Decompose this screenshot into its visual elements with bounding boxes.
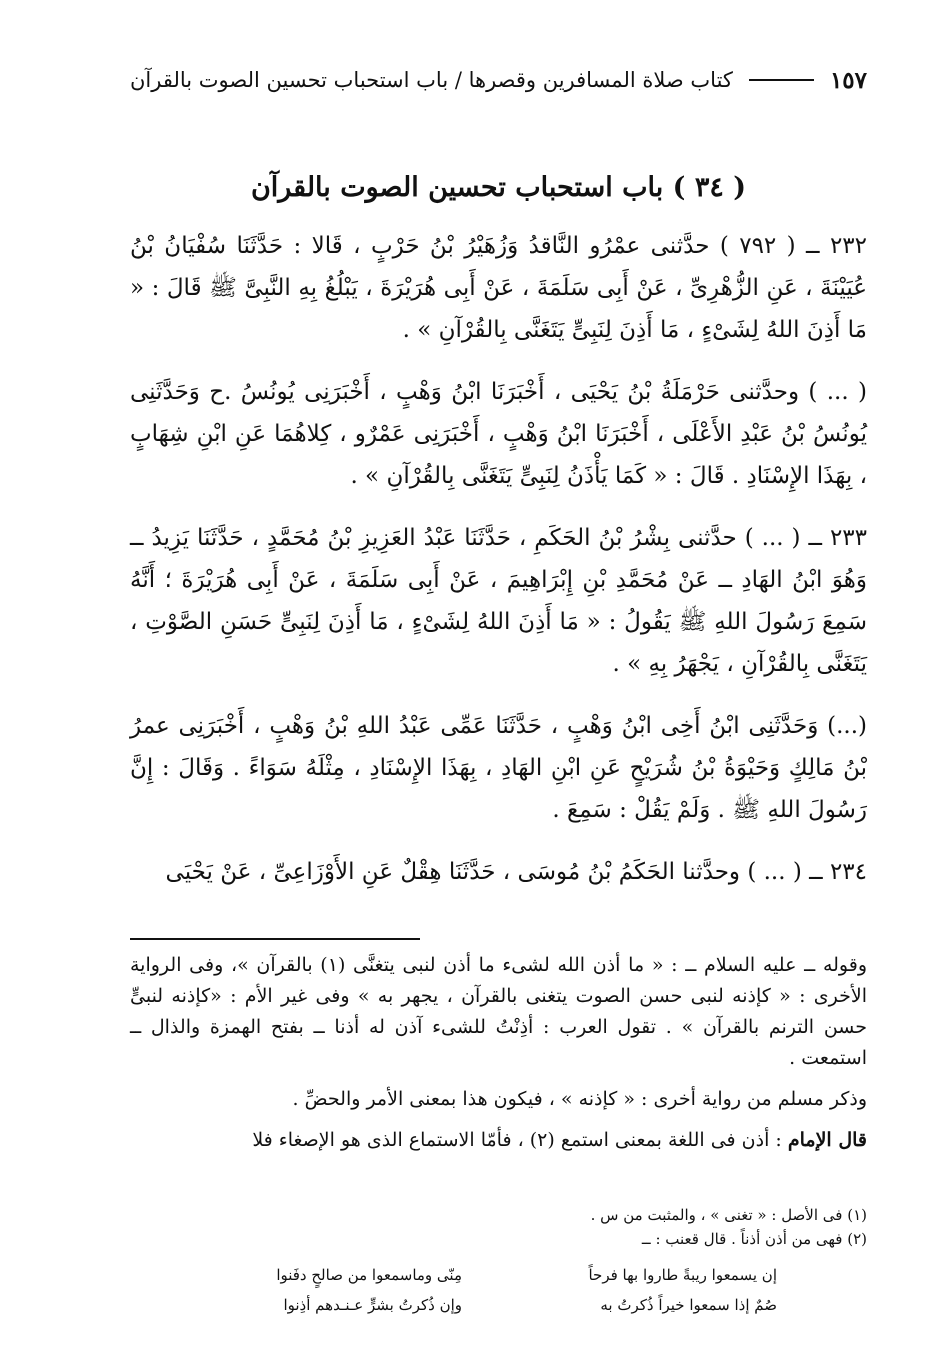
commentary-paragraph	[130, 1125, 867, 1156]
verse-hemistich: إن يسمعوا ريبةً طاروا بها فرحاً	[588, 1266, 777, 1284]
hadith-text	[130, 225, 867, 913]
hadith-paragraph: (...) وَحَدَّثَنِى ابْنُ أَخِى ابْنُ وَهْبٍ ، حَدَّثَنَا عَمِّى عَبْدُ اللهِ بْنُ وَهْبٍ ، أَخْبَرَنِى عمرُ بْنُ مَالِكٍ وَحَيْوَةُ بْنُ شُرَيْحٍ عَنِ ابْنِ الهَادِ ، بِهَذَا الإِسْنَادِ ، مِثْلَهُ سَوَاءً . وَقَالَ : إِنَّ رَسُولَ اللهِ ﷺ . وَلَمْ يَقُلْ : سَمِعَ .	[130, 713, 867, 823]
commentary-text: : أذن فى اللغة بمعنى استمع (٢) ، فأمّا الاستماع الذى هو الإصغاء فلا	[252, 1129, 782, 1151]
footnotes	[130, 1203, 867, 1317]
commentary-lead: قال الإمام	[787, 1129, 867, 1151]
hadith-paragraph: ٢٣٢ ــ ( ٧٩٢ ) حدَّثنى عمْرُو النَّاقدُ وَزُهَيْرُ بْنُ حَرْبٍ ، قَالا : حَدَّثَنَا سُفْيَانُ بْنُ عُيَيْنَةَ ، عَنِ الزُّهْرِىِّ ، عَنْ أَبِى سَلَمَةَ ، عَنْ أَبِى هُرَيْرَةَ ، يَبْلُغُ بِهِ النَّبِىَّ ﷺ قَالَ : « مَا أَذِنَ اللهُ لِشَىْءٍ ، مَا أَذِنَ لِنَبِىٍّ يَتَغَنَّى بِالقُرْآنِ » .	[130, 233, 867, 343]
poem-verses	[197, 1263, 777, 1317]
footnote: (١) فى الأصل : « تغنى » ، والمثبت من س .	[590, 1206, 867, 1224]
commentary-text: وقوله ــ عليه السلام ــ : « ما أذن الله لشىء ما أذن لنبى يتغنَّى (١) بالقرآن »، وفى الرواية الأخرى : « كإذنه لنبى حسن الصوت يتغنى بالقرآن ، يجهر به » وفى غير الأم : «كإذنه لنبىٍّ حسن الترنم بالقرآن » . تقول العرب : أذِنْتُ للشىء آذن له أذنا ــ بفتح الهمزة والذال ــ استمعت .	[130, 954, 867, 1069]
running-header-title: كتاب صلاة المسافرين وقصرها / باب استحباب تحسين الصوت بالقرآن	[130, 68, 733, 92]
hadith-paragraph: ٢٣٣ ــ ( ... ) حدَّثنى بِشْرُ بْنُ الحَكَمِ ، حَدَّثَنَا عَبْدُ العَزِيزِ بْنُ مُحَمَّدٍ ، حَدَّثَنَا يَزِيدُ ــ وَهُوَ ابْنُ الهَادِ ــ عَنْ مُحَمَّدِ بْنِ إِبْرَاهِيمَ ، عَنْ أَبِى سَلَمَةَ ، عَنْ أَبِى هُرَيْرَةَ ؛ أَنَّهُ سَمِعَ رَسُولَ اللهِ ﷺ يَقُولُ : « مَا أَذِنَ اللهُ لِشَىْءٍ ، مَا أَذِنَ لِنَبِىٍّ حَسَنِ الصَّوْتِ ، يَتَغَنَّى بِالقُرْآنِ ، يَجْهَرُ بِهِ » .	[130, 525, 867, 677]
chapter-title: ( ٣٤ ) باب استحباب تحسين الصوت بالقرآن	[250, 172, 747, 203]
footnote: (٢) فهى من أذن أذناً . قال قعنب : ــ	[641, 1230, 867, 1248]
hadith-paragraph: ( ... ) وحدَّثنى حَرْمَلَةُ بْنُ يَحْيَى ، أَخْبَرَنَا ابْنُ وَهْبٍ ، أَخْبَرَنِى يُونُسُ .ح وَحَدَّثَنِى يُونُسُ بْنُ عَبْدِ الأَعْلَى ، أَخْبَرَنَا ابْنُ وَهْبٍ ، أَخْبَرَنِى عَمْرٌو ، كِلاهُمَا عَنِ ابْنِ شِهَابٍ ، بِهَذَا الإِسْنَادِ . قَالَ : « كَمَا يَأْذَنُ لِنَبِىٍّ يَتَغَنَّى بِالقُرْآنِ » .	[130, 379, 867, 489]
commentary	[130, 950, 867, 1166]
page-number: ١٥٧	[829, 66, 867, 94]
running-header	[130, 60, 867, 100]
commentary-paragraph	[130, 1084, 867, 1115]
verse-hemistich: مِنّى وماسمعوا من صالحٍ دفَنوا	[276, 1266, 462, 1284]
commentary-text: وذكر مسلم من رواية أخرى : « كإذنه » ، فيكون هذا بمعنى الأمر والحضِّ .	[292, 1088, 867, 1110]
hadith-paragraph: ٢٣٤ ــ ( ... ) وحدَّثنا الحَكَمُ بْنُ مُوسَى ، حَدَّثَنَا هِقْلٌ عَنِ الأَوْزَاعِىِّ ، عَنْ يَحْيَى	[165, 859, 867, 885]
commentary-paragraph	[130, 950, 867, 1074]
verse-hemistich: صُمٌ إذا سمعوا خيراً ذُكرتُ به	[600, 1296, 777, 1314]
verse-hemistich: وإن ذُكرتُ بشرٍّ عـنـدهم أذِنوا	[283, 1296, 462, 1314]
header-rule	[749, 79, 814, 81]
commentary-divider	[130, 938, 420, 940]
